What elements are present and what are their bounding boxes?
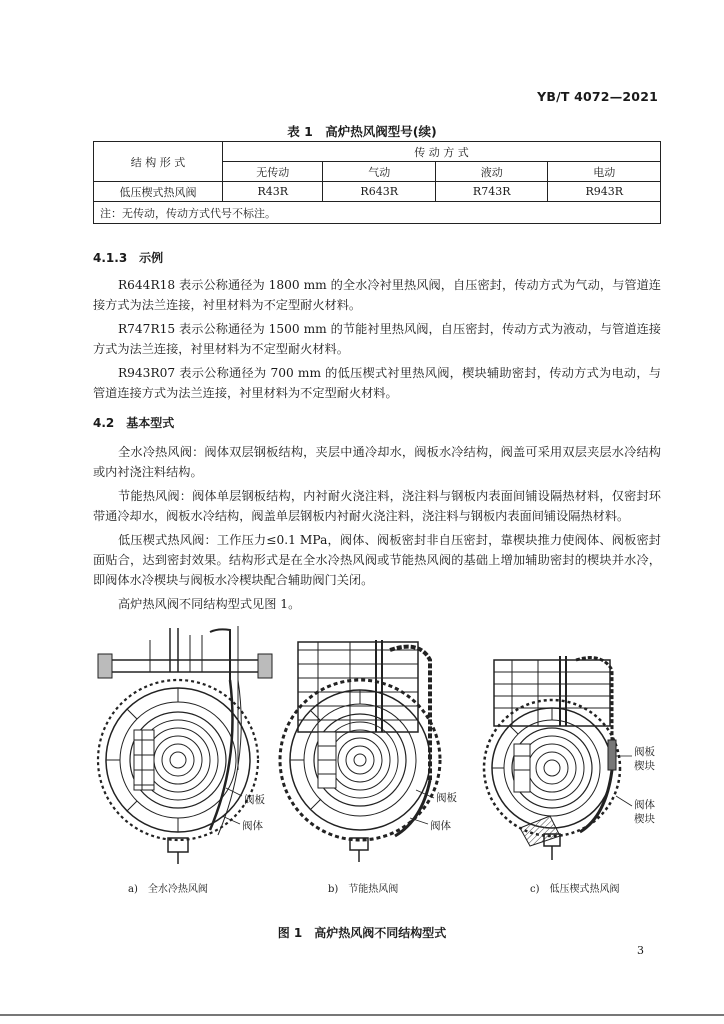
example-paragraph: R943R07 表示公称通径为 700 mm 的低压楔式衬里热风阀，楔块辅助密封，传动方式为电动，与管道连接方式为法兰连接，衬里材料为不定型耐火材料。 (93, 366, 661, 400)
figure-caption: 图 1 高炉热风阀不同结构型式 (277, 926, 447, 940)
example-paragraph: R644R18 表示公称通径为 1800 mm 的全水冷衬里热风阀，自压密封，传动方式为气动，与管道连接方式为法兰连接，衬里材料为不定型耐火材料。 (93, 278, 661, 312)
model-code-cell: R743R (435, 182, 548, 202)
section-heading-4-1-3: 4.1.3 示例 (93, 251, 164, 265)
label-valve-plate-a: 阀板 (244, 794, 265, 806)
type-paragraph: 低压楔式热风阀：工作压力≤0.1 MPa，阀体、阀板密封非自压密封，靠楔块推力使阀体、阀板密封面贴合，达到密封效果。结构形式是在全水冷热风阀或节能热风阀的基础上增加辅助密封的楔块并水冷，即阀体水冷楔块与阀板水冷楔块配合辅助阀门关闭。 (93, 533, 661, 587)
model-code-cell: R643R (323, 182, 436, 202)
label-body-wedge-c: 阀体 楔块 (634, 799, 655, 825)
page-number: 3 (637, 944, 644, 957)
drawing-b-energy-saving (280, 640, 440, 862)
model-code-cell: R43R (223, 182, 323, 202)
subcaption-c: c) 低压楔式热风阀 (530, 884, 620, 895)
row-label: 低压楔式热风阀 (94, 182, 223, 202)
drive-type-cell: 气动 (323, 162, 436, 182)
type-paragraph: 高炉热风阀不同结构型式见图 1。 (118, 597, 301, 611)
standard-code: YB/T 4072—2021 (537, 89, 658, 104)
model-table (93, 141, 661, 224)
drive-type-cell: 电动 (548, 162, 661, 182)
type-paragraph: 节能热风阀：阀体单层钢板结构，内衬耐火浇注料，浇注料与钢板内表面间铺设隔热材料，仅密封环带通冷却水，阀板水冷结构，阀盖单层钢板内衬耐火浇注料，浇注料与钢板内表面间铺设隔热材料。 (93, 489, 661, 523)
example-paragraph: R747R15 表示公称通径为 1500 mm 的节能衬里热风阀，自压密封，传动方式为液动，与管道连接方式为法兰连接，衬里材料为不定型耐火材料。 (93, 322, 661, 356)
section-heading-4-2: 4.2 基本型式 (93, 416, 175, 430)
bottom-rule (0, 1014, 724, 1016)
subcaption-a: a) 全水冷热风阀 (128, 884, 208, 895)
table-note: 注：无传动，传动方式代号不标注。 (94, 202, 661, 224)
structure-header: 结 构 形 式 (94, 142, 223, 182)
label-valve-plate-b: 阀板 (436, 792, 457, 804)
figure-1-drawings (90, 620, 660, 870)
label-plate-wedge-c: 阀板 楔块 (634, 746, 655, 772)
subcaption-b: b) 节能热风阀 (328, 884, 399, 895)
label-valve-body-b: 阀体 (430, 820, 451, 832)
model-code-cell: R943R (548, 182, 661, 202)
drive-header: 传 动 方 式 (223, 142, 661, 162)
type-paragraph: 全水冷热风阀：阀体双层钢板结构，夹层中通冷却水，阀板水冷结构，阀盖可采用双层夹层水冷结构或内衬浇注料结构。 (93, 445, 661, 479)
drawing-c-low-pressure-wedge (484, 656, 632, 860)
drive-type-cell: 无传动 (223, 162, 323, 182)
table-caption: 表 1 高炉热风阀型号(续) (287, 124, 437, 139)
drive-type-cell: 液动 (435, 162, 548, 182)
label-valve-body-a: 阀体 (242, 820, 263, 832)
